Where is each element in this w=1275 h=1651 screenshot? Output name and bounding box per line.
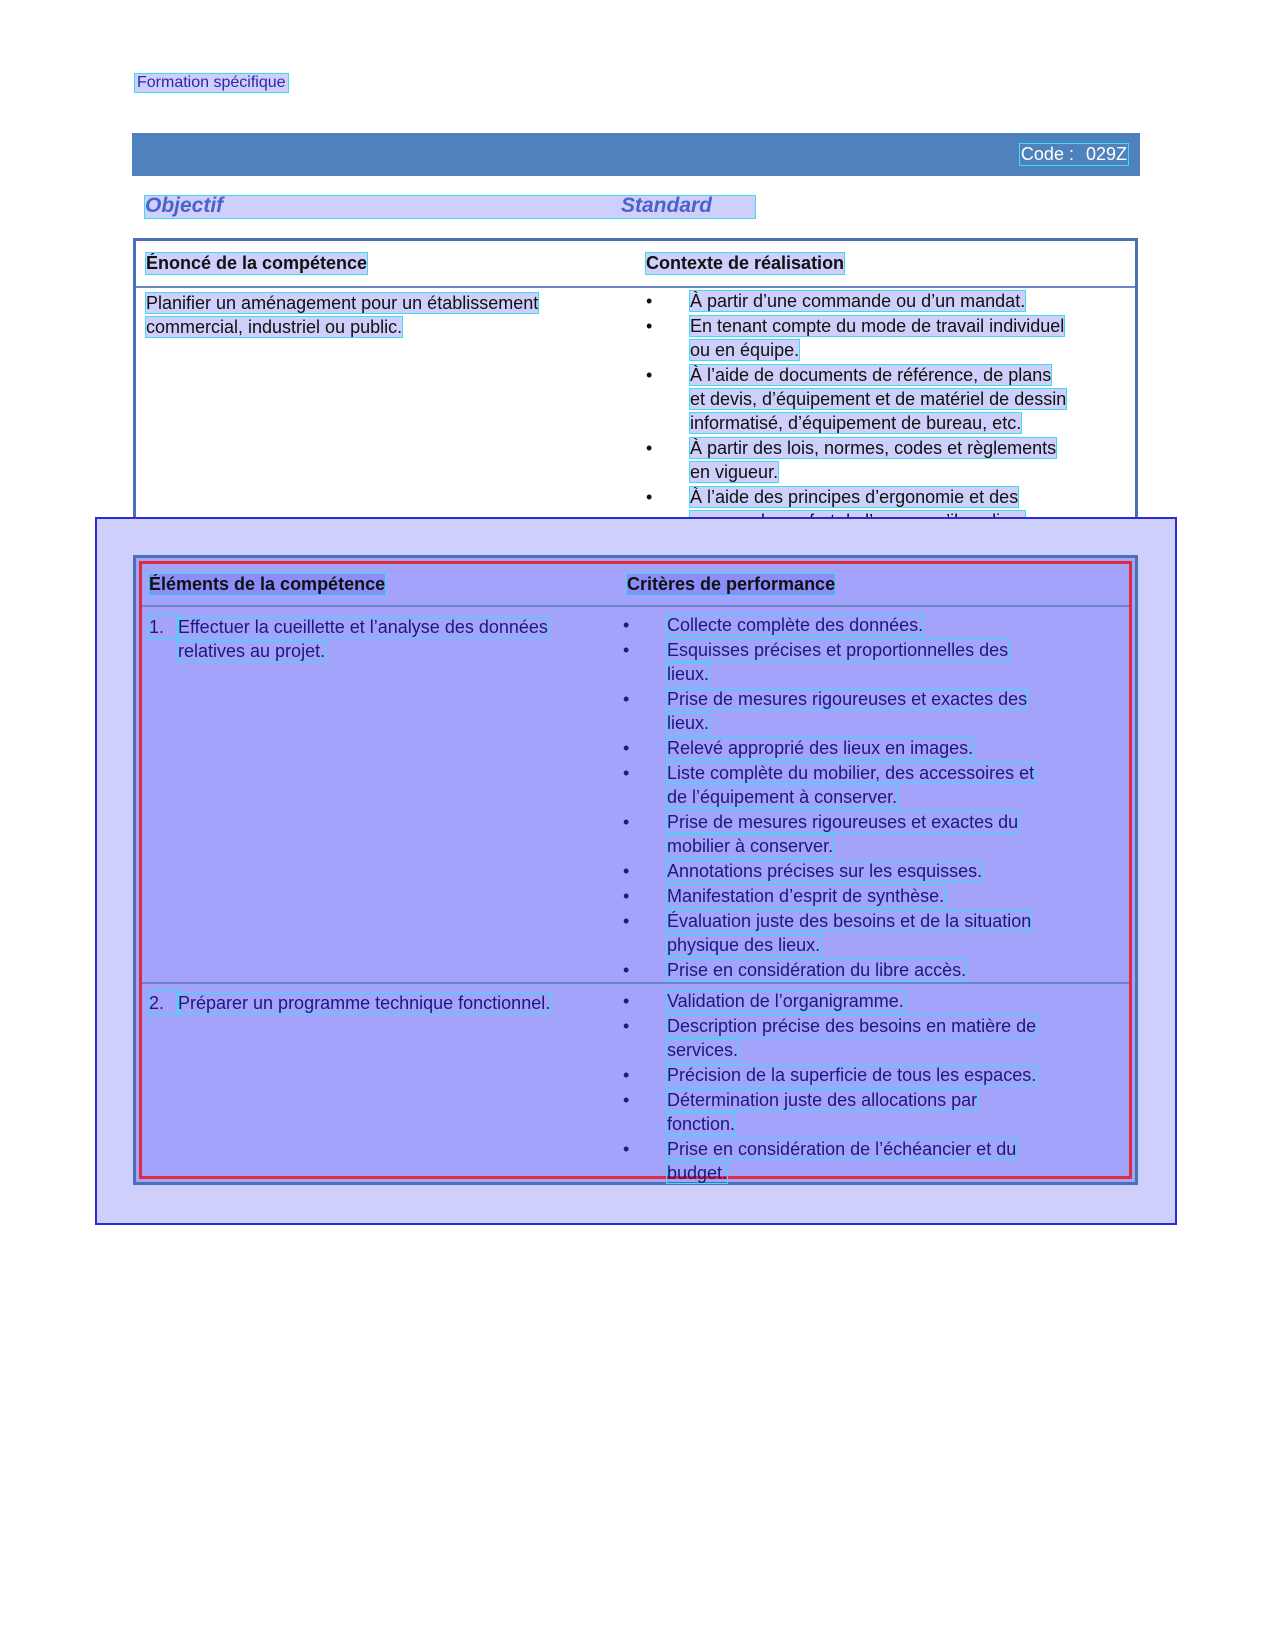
objective-heading: Objectif (145, 194, 224, 217)
criteria-list (623, 613, 1103, 983)
list-item: • À l’aide de documents de référence, de plans et devis, d’équipement et de matériel de dessin informatisé, d’équipement de bureau, etc. (646, 363, 1126, 435)
list-item: • Validation de l’organigramme. (623, 989, 1103, 1013)
element-cell: 2. Préparer un programme technique fonctionnel. (149, 993, 551, 1013)
context-column-header: Contexte de réalisation (646, 253, 845, 273)
statement-line: Planifier un aménagement pour un établissement (146, 293, 539, 313)
elements-table-selection (139, 561, 1132, 1183)
code-value: 029Z (1085, 144, 1127, 164)
standard-heading: Standard (621, 194, 713, 217)
criteria-list (623, 989, 1103, 1186)
element-number: 1. (149, 615, 178, 639)
list-item: • Collecte complète des données. (623, 613, 1103, 637)
list-item: • Précision de la superficie de tous les espaces. (623, 1063, 1103, 1087)
list-item: • Manifestation d’esprit de synthèse. (623, 884, 1103, 908)
list-item: • Évaluation juste des besoins et de la situation physique des lieux. (623, 909, 1103, 957)
list-item: • Détermination juste des allocations par fonction. (623, 1088, 1103, 1136)
list-item: • Annotations précises sur les esquisses. (623, 859, 1103, 883)
section-headings (145, 196, 755, 218)
statement-line: commercial, industriel ou public. (146, 317, 403, 337)
code-label (1020, 144, 1128, 165)
element-number: 2. (149, 991, 178, 1015)
code-bar (132, 133, 1140, 176)
competence-statement (146, 291, 616, 339)
element-cell: 1. Effectuer la cueillette et l’analyse des données relatives au projet. (149, 617, 548, 661)
list-item: • Prise en considération de l’échéancier et du budget. (623, 1137, 1103, 1185)
elements-column-header: Éléments de la compétence (149, 574, 386, 594)
list-item: • À partir des lois, normes, codes et règlements en vigueur. (646, 436, 1126, 484)
list-item: • Relevé approprié des lieux en images. (623, 736, 1103, 760)
list-item: • Prise de mesures rigoureuses et exactes du mobilier à conserver. (623, 810, 1103, 858)
list-item: • Description précise des besoins en matière de services. (623, 1014, 1103, 1062)
list-item: • En tenant compte du mode de travail individuel ou en équipe. (646, 314, 1126, 362)
table-row (142, 984, 1129, 1183)
competence-table-header (136, 241, 1135, 288)
statement-column-header: Énoncé de la compétence (146, 253, 368, 273)
list-item: • Prise en considération du libre accès. (623, 958, 1103, 982)
page-header-label: Formation spécifique (137, 74, 286, 91)
elements-table-header (142, 564, 1129, 607)
competence-table (133, 238, 1138, 536)
code-caption: Code : (1020, 144, 1074, 164)
list-item: • Liste complète du mobilier, des accessoires et de l’équipement à conserver. (623, 761, 1103, 809)
list-item: • Esquisses précises et proportionnelles des lieux. (623, 638, 1103, 686)
criteria-column-header: Critères de performance (627, 574, 836, 594)
elements-table (133, 555, 1138, 1185)
list-item: • À partir d’une commande ou d’un mandat. (646, 289, 1126, 313)
list-item: • Prise de mesures rigoureuses et exactes des lieux. (623, 687, 1103, 735)
context-list (646, 289, 1126, 534)
list-item: • À l’aide des principes d’ergonomie et des (646, 485, 1126, 533)
table-row (142, 607, 1129, 984)
